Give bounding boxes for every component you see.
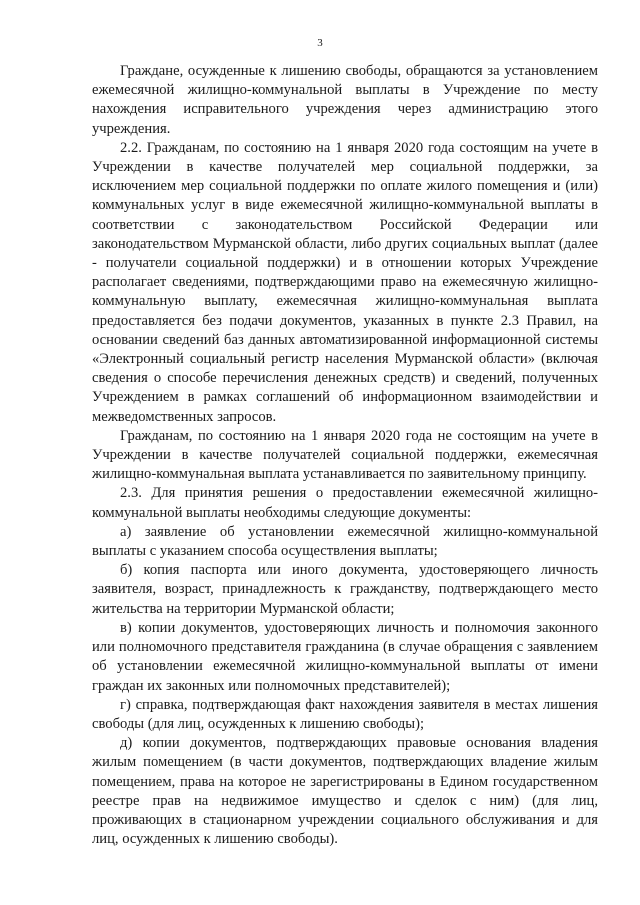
list-item-v: в) копии документов, удостоверяющих личность и полномочия законного или полномочного представителя гражданина (в случае обращения с заявлением об установлении ежемесячной жилищно-коммунальной выплаты от имени граждан их законных или полномочных представителей);	[92, 619, 598, 694]
list-item-b: б) копия паспорта или иного документа, удостоверяющего личность заявителя, возраст, принадлежность к гражданству, подтверждающего место жительства на территории Мурманской области;	[92, 562, 598, 617]
list-item-g: г) справка, подтверждающая факт нахождения заявителя в местах лишения свободы (для лиц, осужденных к лишению свободы);	[92, 696, 598, 732]
paragraph-2-2: 2.2. Гражданам, по состоянию на 1 января 2020 года состоящим на учете в Учреждении в качестве получателей мер социальной поддержки, за исключением мер социальной поддержки по оплате жилого помещения и (или) коммунальных услуг в виде ежемесячной жилищно-коммунальной выплаты в соответствии с законодательством Российской Федерации или законодательством Мурманской области, либо других социальных выплат (далее - получатели социальной поддержки) и в отношении которых Учреждение располагает сведениями, подтверждающими право на ежемесячную жилищно-коммунальную выплату, ежемесячная жилищно-коммунальная выплата предоставляется без подачи документов, указанных в пункте 2.3 Правил, на основании сведений баз данных автоматизированной информационной системы «Электронный социальный регистр населения Мурманской области» (включая сведения о способе перечисления денежных средств) и сведений, полученных Учреждением в рамках соглашений об информационном взаимодействии и межведомственных запросов.	[92, 139, 598, 425]
paragraph-application-principle: Гражданам, по состоянию на 1 января 2020 года не состоящим на учете в Учреждении в качестве получателей социальной поддержки, ежемесячная жилищно-коммунальная выплата устанавливается по заявительному принципу.	[92, 427, 598, 483]
list-item-d: д) копии документов, подтверждающих правовые основания владения жилым помещением (в части документов, подтверждающих владение жилым помещением, права на которое не зарегистрированы в Едином государственном реестре прав на недвижимое имущество и сделок с ним) (для лиц, проживающих в стационарном учреждении социального обслуживания и для лиц, осужденных к лишению свободы).	[92, 735, 598, 848]
list-item-a: а) заявление об установлении ежемесячной жилищно-коммунальной выплаты с указанием способа осуществления выплаты;	[92, 523, 598, 560]
page-number: 3	[317, 37, 323, 49]
paragraph-2-3: 2.3. Для принятия решения о предоставлении ежемесячной жилищно-коммунальной выплаты необходимы следующие документы:	[92, 485, 598, 521]
document-body	[92, 62, 598, 849]
paragraph-convicts-application: Граждане, осужденные к лишению свободы, обращаются за установлением ежемесячной жилищно-коммунальной выплаты в Учреждение по месту нахождения исправительного учреждения через администрацию этого учреждения.	[92, 63, 598, 137]
